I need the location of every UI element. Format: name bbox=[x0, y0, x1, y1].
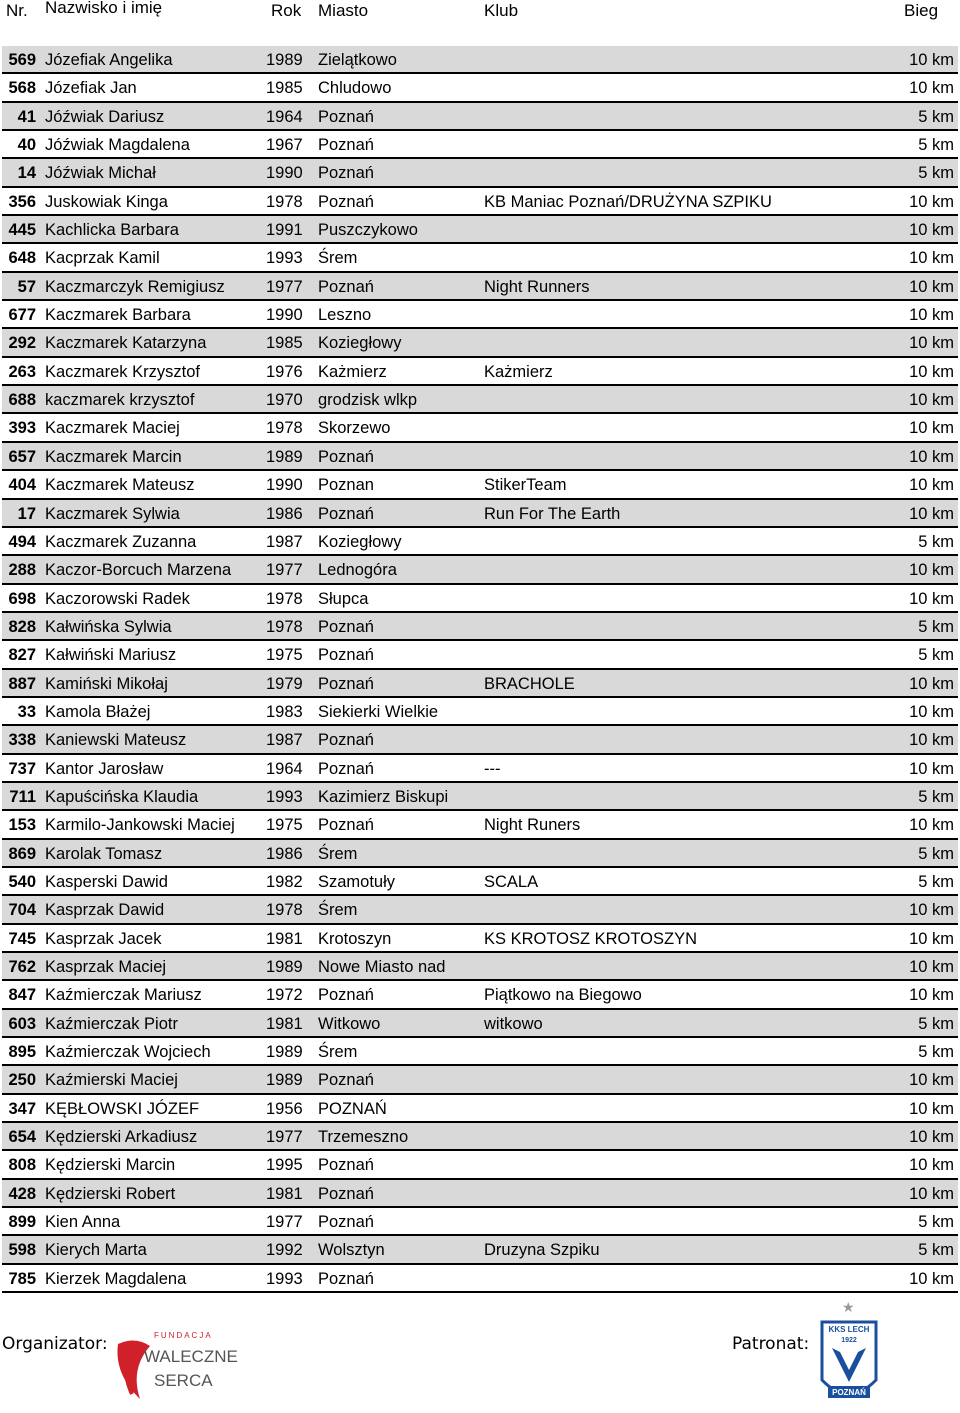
cell-klub: BRACHOLE bbox=[484, 674, 575, 693]
cell-name: Kaźmierski Maciej bbox=[45, 1071, 178, 1090]
cell-name: kaczmarek krzysztof bbox=[45, 391, 195, 410]
cell-nr: 568 bbox=[8, 79, 36, 98]
table-row bbox=[2, 896, 958, 924]
cell-rok: 1981 bbox=[266, 929, 303, 948]
table-row bbox=[2, 471, 958, 499]
cell-miasto: Poznań bbox=[318, 816, 374, 835]
header-rok: Rok bbox=[271, 1, 302, 20]
table-row bbox=[2, 868, 958, 896]
cell-miasto: Poznań bbox=[318, 1071, 374, 1090]
table-row bbox=[2, 698, 958, 726]
cell-bieg: 10 km bbox=[909, 589, 954, 608]
cell-name: Kaczmarek Sylwia bbox=[45, 504, 180, 523]
cell-rok: 1990 bbox=[266, 306, 303, 325]
cell-bieg: 5 km bbox=[918, 1241, 954, 1260]
cell-bieg: 10 km bbox=[909, 334, 954, 353]
cell-bieg: 10 km bbox=[909, 759, 954, 778]
cell-miasto: Lednogóra bbox=[318, 561, 397, 580]
footer bbox=[0, 1300, 960, 1413]
table-row bbox=[2, 755, 958, 783]
table-row bbox=[2, 159, 958, 187]
cell-rok: 1989 bbox=[266, 1043, 303, 1062]
table-row bbox=[2, 670, 958, 698]
cell-miasto: Poznań bbox=[318, 447, 374, 466]
cell-miasto: Śrem bbox=[318, 844, 358, 863]
cell-nr: 828 bbox=[8, 617, 36, 636]
cell-nr: 895 bbox=[8, 1043, 36, 1062]
table-row bbox=[2, 46, 958, 74]
cell-miasto: Wolsztyn bbox=[318, 1241, 385, 1260]
cell-miasto: Krotoszyn bbox=[318, 929, 392, 948]
patron-label: Patronat: bbox=[732, 1334, 810, 1354]
cell-bieg: 10 km bbox=[909, 731, 954, 750]
cell-name: Kaczmarek Barbara bbox=[45, 306, 191, 325]
cell-name: Kaczmarczyk Remigiusz bbox=[45, 277, 225, 296]
logo-text-poznan: POZNAŃ bbox=[832, 1388, 866, 1397]
cell-name: Karmilo-Jankowski Maciej bbox=[45, 816, 235, 835]
cell-rok: 1983 bbox=[266, 702, 303, 721]
walecznie-serca-logo bbox=[110, 1324, 238, 1404]
cell-bieg: 10 km bbox=[909, 306, 954, 325]
cell-klub: KB Maniac Poznań/DRUŻYNA SZPIKU bbox=[484, 192, 772, 211]
kks-lech-logo bbox=[818, 1300, 880, 1410]
header-bieg: Bieg bbox=[904, 1, 939, 20]
cell-bieg: 10 km bbox=[909, 986, 954, 1005]
cell-klub: SCALA bbox=[484, 872, 539, 891]
table-row bbox=[2, 74, 958, 102]
table-row bbox=[2, 414, 958, 442]
cell-name: Karolak Tomasz bbox=[45, 844, 163, 863]
cell-bieg: 10 km bbox=[909, 79, 954, 98]
cell-name: Kasperski Dawid bbox=[45, 872, 168, 891]
cell-nr: 292 bbox=[8, 334, 36, 353]
cell-miasto: Szamotuły bbox=[318, 872, 396, 891]
cell-nr: 57 bbox=[17, 277, 36, 296]
cell-rok: 1977 bbox=[266, 561, 303, 580]
cell-name: Kapuścińska Klaudia bbox=[45, 787, 199, 806]
cell-nr: 494 bbox=[8, 532, 36, 551]
cell-rok: 1981 bbox=[266, 1014, 303, 1033]
table-row bbox=[2, 358, 958, 386]
cell-miasto: Siekierki Wielkie bbox=[318, 702, 439, 721]
cell-name: Kaczmarek Maciej bbox=[45, 419, 180, 438]
logo-text-fundacja: FUNDACJA bbox=[154, 1331, 213, 1340]
cell-name: Kaźmierczak Mariusz bbox=[45, 986, 202, 1005]
cell-rok: 1967 bbox=[266, 136, 303, 155]
cell-miasto: Puszczykowo bbox=[318, 221, 418, 240]
table-row bbox=[2, 500, 958, 528]
cell-nr: 869 bbox=[8, 844, 36, 863]
cell-miasto: Poznań bbox=[318, 731, 374, 750]
cell-nr: 711 bbox=[9, 787, 36, 806]
cell-miasto: POZNAŃ bbox=[318, 1099, 387, 1118]
cell-nr: 347 bbox=[8, 1099, 36, 1118]
cell-bieg: 10 km bbox=[909, 1099, 954, 1118]
cell-rok: 1970 bbox=[266, 391, 303, 410]
cell-miasto: Poznań bbox=[318, 646, 374, 665]
cell-miasto: Poznań bbox=[318, 674, 374, 693]
cell-name: Kasprzak Jacek bbox=[45, 929, 162, 948]
cell-name: Kachlicka Barbara bbox=[45, 221, 179, 240]
cell-name: Kaniewski Mateusz bbox=[45, 731, 187, 750]
cell-rok: 1987 bbox=[266, 532, 303, 551]
cell-bieg: 10 km bbox=[909, 221, 954, 240]
cell-name: Józefiak Angelika bbox=[45, 51, 173, 69]
cell-bieg: 10 km bbox=[909, 419, 954, 438]
table-row bbox=[2, 1151, 958, 1179]
cell-rok: 1993 bbox=[266, 1269, 303, 1288]
table-row bbox=[2, 811, 958, 839]
table-row bbox=[2, 726, 958, 754]
cell-rok: 1981 bbox=[266, 1184, 303, 1203]
cell-bieg: 10 km bbox=[909, 51, 954, 69]
cell-rok: 1990 bbox=[266, 164, 303, 183]
cell-nr: 393 bbox=[8, 419, 36, 438]
header-miasto: Miasto bbox=[318, 1, 369, 20]
cell-miasto: Nowe Miasto nad bbox=[318, 958, 446, 976]
table-row bbox=[2, 273, 958, 301]
cell-miasto: Koziegłowy bbox=[318, 334, 402, 353]
cell-name: Kasprzak Maciej bbox=[45, 958, 167, 976]
table-row bbox=[2, 613, 958, 641]
cell-klub: StikerTeam bbox=[484, 476, 567, 495]
cell-bieg: 10 km bbox=[909, 192, 954, 211]
cell-bieg: 10 km bbox=[909, 1269, 954, 1288]
cell-miasto: Poznań bbox=[318, 136, 374, 155]
cell-bieg: 10 km bbox=[909, 958, 954, 976]
cell-bieg: 5 km bbox=[918, 532, 954, 551]
table-row bbox=[2, 1123, 958, 1151]
cell-miasto: grodzisk wlkp bbox=[318, 391, 418, 410]
table-row bbox=[2, 131, 958, 159]
cell-nr: 657 bbox=[8, 447, 36, 466]
cell-bieg: 10 km bbox=[909, 1128, 954, 1147]
cell-bieg: 10 km bbox=[909, 362, 954, 381]
results-table bbox=[2, 46, 958, 1293]
table-row bbox=[2, 1010, 958, 1038]
cell-rok: 1986 bbox=[266, 504, 303, 523]
cell-rok: 1989 bbox=[266, 958, 303, 976]
table-row bbox=[2, 443, 958, 471]
cell-rok: 1989 bbox=[266, 51, 303, 69]
table-row bbox=[2, 1038, 958, 1066]
cell-name: Kaczmarek Krzysztof bbox=[45, 362, 200, 381]
table-row bbox=[2, 556, 958, 584]
cell-rok: 1995 bbox=[266, 1156, 303, 1175]
table-row bbox=[2, 244, 958, 272]
cell-miasto: Leszno bbox=[318, 306, 372, 325]
logo-text-1922: 1922 bbox=[841, 1337, 857, 1344]
cell-bieg: 5 km bbox=[918, 844, 954, 863]
cell-nr: 654 bbox=[8, 1128, 36, 1147]
cell-nr: 603 bbox=[8, 1014, 36, 1033]
cell-bieg: 10 km bbox=[909, 674, 954, 693]
table-row bbox=[2, 783, 958, 811]
cell-name: Kantor Jarosław bbox=[45, 759, 164, 778]
cell-miasto: Kazimierz Biskupi bbox=[318, 787, 449, 806]
cell-bieg: 10 km bbox=[909, 929, 954, 948]
cell-klub: Druzyna Szpiku bbox=[484, 1241, 600, 1260]
cell-miasto: Poznań bbox=[318, 1156, 374, 1175]
cell-name: Kędzierski Marcin bbox=[45, 1156, 176, 1175]
table-row bbox=[2, 585, 958, 613]
cell-nr: 540 bbox=[8, 872, 36, 891]
table-row bbox=[2, 103, 958, 131]
organizer-label: Organizator: bbox=[2, 1334, 108, 1354]
cell-name: Jóźwiak Michał bbox=[45, 164, 156, 183]
cell-name: Kaczmarek Katarzyna bbox=[45, 334, 207, 353]
cell-miasto: Słupca bbox=[318, 589, 369, 608]
cell-nr: 41 bbox=[17, 107, 36, 126]
cell-klub: Night Runners bbox=[484, 277, 590, 296]
cell-nr: 250 bbox=[8, 1071, 36, 1090]
cell-rok: 1977 bbox=[266, 1213, 303, 1232]
cell-name: Kaczmarek Marcin bbox=[45, 447, 182, 466]
cell-nr: 677 bbox=[8, 306, 36, 325]
table-row bbox=[2, 1066, 958, 1094]
cell-rok: 1977 bbox=[266, 277, 303, 296]
logo-text-waleczne: WALECZNE bbox=[144, 1347, 238, 1366]
cell-bieg: 5 km bbox=[918, 1043, 954, 1062]
cell-bieg: 5 km bbox=[918, 787, 954, 806]
header-klub: Klub bbox=[484, 1, 519, 20]
cell-bieg: 10 km bbox=[909, 476, 954, 495]
cell-nr: 40 bbox=[17, 136, 36, 155]
cell-rok: 1985 bbox=[266, 79, 303, 98]
cell-miasto: Śrem bbox=[318, 901, 358, 920]
cell-name: Kasprzak Dawid bbox=[45, 901, 165, 920]
cell-bieg: 10 km bbox=[909, 391, 954, 410]
cell-rok: 1986 bbox=[266, 844, 303, 863]
cell-rok: 1987 bbox=[266, 731, 303, 750]
cell-miasto: Poznań bbox=[318, 1213, 374, 1232]
cell-rok: 1989 bbox=[266, 1071, 303, 1090]
cell-nr: 698 bbox=[8, 589, 36, 608]
cell-nr: 428 bbox=[8, 1184, 36, 1203]
cell-miasto: Poznań bbox=[318, 1184, 374, 1203]
cell-bieg: 10 km bbox=[909, 249, 954, 268]
table-row bbox=[2, 1236, 958, 1264]
cell-name: Kaczmarek Zuzanna bbox=[45, 532, 197, 551]
cell-nr: 704 bbox=[8, 901, 36, 920]
cell-bieg: 5 km bbox=[918, 136, 954, 155]
table-row bbox=[2, 1095, 958, 1123]
cell-name: KĘBŁOWSKI JÓZEF bbox=[45, 1099, 200, 1118]
cell-miasto: Poznań bbox=[318, 192, 374, 211]
cell-nr: 263 bbox=[8, 362, 36, 381]
cell-name: Kaźmierczak Wojciech bbox=[45, 1043, 211, 1062]
cell-rok: 1993 bbox=[266, 787, 303, 806]
cell-name: Kierych Marta bbox=[45, 1241, 147, 1260]
table-row bbox=[2, 386, 958, 414]
cell-bieg: 10 km bbox=[909, 702, 954, 721]
cell-bieg: 10 km bbox=[909, 1156, 954, 1175]
table-row bbox=[2, 641, 958, 669]
cell-nr: 14 bbox=[17, 164, 36, 183]
cell-miasto: Trzemeszno bbox=[318, 1128, 409, 1147]
cell-bieg: 10 km bbox=[909, 1071, 954, 1090]
header-nr: Nr. bbox=[6, 1, 28, 20]
cell-miasto: Poznań bbox=[318, 504, 374, 523]
cell-nr: 847 bbox=[8, 986, 36, 1005]
cell-bieg: 5 km bbox=[918, 1014, 954, 1033]
table-row bbox=[2, 188, 958, 216]
cell-bieg: 10 km bbox=[909, 1184, 954, 1203]
cell-nr: 648 bbox=[8, 249, 36, 268]
cell-miasto: Poznań bbox=[318, 617, 374, 636]
cell-rok: 1978 bbox=[266, 419, 303, 438]
cell-miasto: Skorzewo bbox=[318, 419, 391, 438]
cell-nr: 598 bbox=[8, 1241, 36, 1260]
cell-name: Jóźwiak Dariusz bbox=[45, 107, 165, 126]
cell-nr: 17 bbox=[17, 504, 36, 523]
cell-rok: 1985 bbox=[266, 334, 303, 353]
cell-bieg: 5 km bbox=[918, 872, 954, 891]
cell-name: Juskowiak Kinga bbox=[45, 192, 168, 211]
cell-bieg: 5 km bbox=[918, 646, 954, 665]
cell-bieg: 10 km bbox=[909, 561, 954, 580]
cell-bieg: 10 km bbox=[909, 277, 954, 296]
cell-bieg: 10 km bbox=[909, 816, 954, 835]
cell-rok: 1978 bbox=[266, 589, 303, 608]
cell-nr: 887 bbox=[8, 674, 36, 693]
cell-name: Kaczorowski Radek bbox=[45, 589, 190, 608]
cell-miasto: Każmierz bbox=[318, 362, 387, 381]
cell-miasto: Poznań bbox=[318, 986, 374, 1005]
cell-nr: 404 bbox=[8, 476, 36, 495]
cell-name: Kien Anna bbox=[45, 1213, 121, 1232]
cell-klub: --- bbox=[484, 759, 501, 778]
cell-rok: 1975 bbox=[266, 646, 303, 665]
cell-rok: 1956 bbox=[266, 1099, 303, 1118]
cell-rok: 1978 bbox=[266, 901, 303, 920]
cell-name: Kędzierski Arkadiusz bbox=[45, 1128, 198, 1147]
cell-name: Kacprzak Kamil bbox=[45, 249, 160, 268]
table-row bbox=[2, 301, 958, 329]
cell-bieg: 5 km bbox=[918, 164, 954, 183]
cell-bieg: 5 km bbox=[918, 617, 954, 636]
cell-rok: 1975 bbox=[266, 816, 303, 835]
cell-name: Józefiak Jan bbox=[45, 79, 137, 98]
cell-bieg: 5 km bbox=[918, 107, 954, 126]
cell-miasto: Chludowo bbox=[318, 79, 392, 98]
cell-nr: 827 bbox=[8, 646, 36, 665]
cell-rok: 1990 bbox=[266, 476, 303, 495]
table-header bbox=[0, 0, 960, 24]
cell-miasto: Koziegłowy bbox=[318, 532, 402, 551]
cell-rok: 1972 bbox=[266, 986, 303, 1005]
cell-rok: 1978 bbox=[266, 617, 303, 636]
cell-name: Jóźwiak Magdalena bbox=[45, 136, 190, 155]
cell-miasto: Zielątkowo bbox=[318, 51, 397, 69]
cell-name: Kamola Błażej bbox=[45, 702, 151, 721]
table-row bbox=[2, 216, 958, 244]
cell-rok: 1993 bbox=[266, 249, 303, 268]
cell-nr: 338 bbox=[8, 731, 36, 750]
cell-bieg: 10 km bbox=[909, 447, 954, 466]
table-row bbox=[2, 925, 958, 953]
table-row bbox=[2, 1208, 958, 1236]
cell-rok: 1991 bbox=[266, 221, 303, 240]
cell-bieg: 10 km bbox=[909, 504, 954, 523]
cell-name: Kałwińska Sylwia bbox=[45, 617, 172, 636]
logo-text-kks-lech: KKS LECH bbox=[828, 1325, 870, 1334]
cell-name: Kaźmierczak Piotr bbox=[45, 1014, 178, 1033]
table-row bbox=[2, 1265, 958, 1293]
cell-klub: Piątkowo na Biegowo bbox=[484, 986, 642, 1005]
table-row bbox=[2, 981, 958, 1009]
cell-nr: 356 bbox=[8, 192, 36, 211]
cell-nr: 899 bbox=[8, 1213, 36, 1232]
cell-name: Kamiński Mikołaj bbox=[45, 674, 168, 693]
cell-nr: 569 bbox=[8, 51, 36, 69]
cell-klub: Każmierz bbox=[484, 362, 553, 381]
cell-rok: 1982 bbox=[266, 872, 303, 891]
cell-nr: 785 bbox=[8, 1269, 36, 1288]
cell-nr: 445 bbox=[8, 221, 36, 240]
cell-miasto: Poznań bbox=[318, 164, 374, 183]
cell-nr: 153 bbox=[8, 816, 36, 835]
cell-rok: 1964 bbox=[266, 107, 303, 126]
cell-miasto: Poznań bbox=[318, 759, 374, 778]
logo-text-serca: SERCA bbox=[154, 1371, 213, 1390]
cell-nr: 688 bbox=[8, 391, 36, 410]
cell-nr: 808 bbox=[8, 1156, 36, 1175]
cell-miasto: Śrem bbox=[318, 249, 358, 268]
cell-nr: 737 bbox=[8, 759, 36, 778]
table-row bbox=[2, 528, 958, 556]
cell-rok: 1992 bbox=[266, 1241, 303, 1260]
cell-klub: Run For The Earth bbox=[484, 504, 621, 523]
cell-rok: 1979 bbox=[266, 674, 303, 693]
table-row bbox=[2, 840, 958, 868]
cell-rok: 1978 bbox=[266, 192, 303, 211]
cell-rok: 1989 bbox=[266, 447, 303, 466]
cell-bieg: 5 km bbox=[918, 1213, 954, 1232]
cell-miasto: Poznań bbox=[318, 1269, 374, 1288]
cell-nr: 33 bbox=[17, 702, 36, 721]
table-row bbox=[2, 1180, 958, 1208]
cell-name: Kierzek Magdalena bbox=[45, 1269, 187, 1288]
cell-name: Kaczor-Borcuch Marzena bbox=[45, 561, 232, 580]
cell-miasto: Poznań bbox=[318, 107, 374, 126]
star-icon: ★ bbox=[842, 1300, 855, 1316]
table-row bbox=[2, 329, 958, 357]
cell-rok: 1977 bbox=[266, 1128, 303, 1147]
cell-klub: witkowo bbox=[484, 1014, 543, 1033]
cell-name: Kaczmarek Mateusz bbox=[45, 476, 195, 495]
cell-miasto: Poznan bbox=[318, 476, 374, 495]
cell-nr: 745 bbox=[8, 929, 36, 948]
cell-rok: 1976 bbox=[266, 362, 303, 381]
cell-bieg: 10 km bbox=[909, 901, 954, 920]
cell-klub: KS KROTOSZ KROTOSZYN bbox=[484, 929, 698, 948]
cell-rok: 1964 bbox=[266, 759, 303, 778]
cell-name: Kałwiński Mariusz bbox=[45, 646, 177, 665]
header-name: Nazwisko i imię bbox=[45, 0, 163, 17]
cell-klub: Night Runers bbox=[484, 816, 581, 835]
table-row bbox=[2, 953, 958, 981]
cell-nr: 762 bbox=[8, 958, 36, 976]
cell-miasto: Poznań bbox=[318, 277, 374, 296]
cell-miasto: Śrem bbox=[318, 1043, 358, 1062]
cell-name: Kędzierski Robert bbox=[45, 1184, 176, 1203]
cell-miasto: Witkowo bbox=[318, 1014, 381, 1033]
cell-nr: 288 bbox=[8, 561, 36, 580]
